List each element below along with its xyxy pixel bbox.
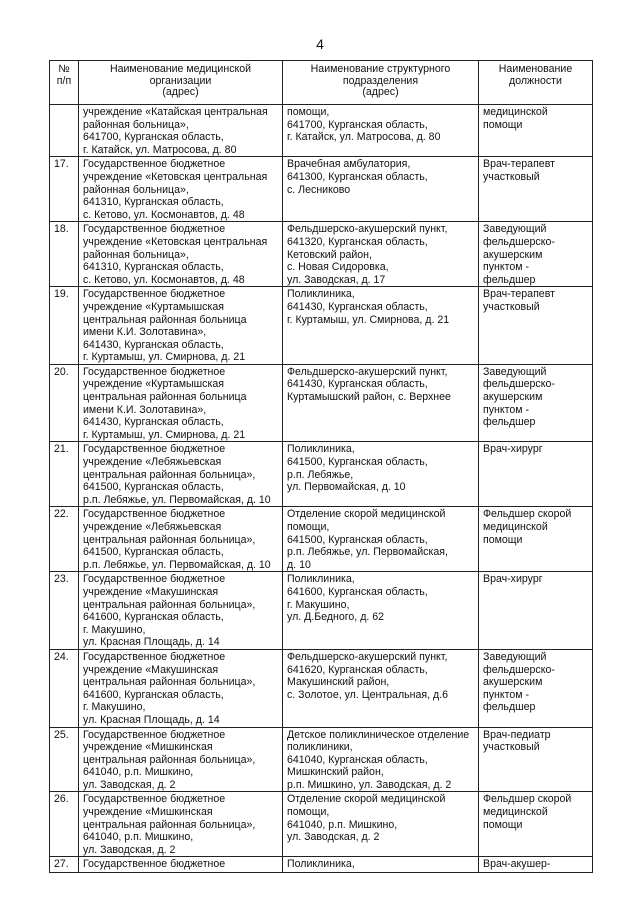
- row-position: Врач-терапевт участковый: [479, 287, 593, 365]
- row-number: 21.: [50, 442, 79, 507]
- row-organization: Государственное бюджетное учреждение «Лебяжьевская центральная районная больница», 641500, Курганская область, р.п. Лебяжье, ул. Первомайская, д. 10: [79, 442, 283, 507]
- table-row: [50, 572, 593, 650]
- row-position: Врач-акушер-: [479, 857, 593, 873]
- table-row: [50, 792, 593, 857]
- row-position: Фельдшер скорой медицинской помощи: [479, 792, 593, 857]
- row-unit: Отделение скорой медицинской помощи, 641040, р.п. Мишкино, ул. Заводская, д. 2: [283, 792, 479, 857]
- row-position: медицинской помощи: [479, 105, 593, 157]
- row-position: Заведующий фельдшерско- акушерским пунктом - фельдшер: [479, 649, 593, 727]
- header-position: Наименование должности: [479, 61, 593, 105]
- row-organization: Государственное бюджетное учреждение «Кетовская центральная районная больница», 641310, Курганская область, с. Кетово, ул. Космонавтов, д. 48: [79, 157, 283, 222]
- table-row: [50, 157, 593, 222]
- table-row: [50, 442, 593, 507]
- row-number: 19.: [50, 287, 79, 365]
- row-number: 25.: [50, 727, 79, 792]
- row-number: [50, 105, 79, 157]
- row-unit: Фельдшерско-акушерский пункт, 641430, Курганская область, Куртамышский район, с. Верхнее: [283, 364, 479, 442]
- table-row: [50, 287, 593, 365]
- row-position: Врач-терапевт участковый: [479, 157, 593, 222]
- row-organization: Государственное бюджетное учреждение «Макушинская центральная районная больница», 641600, Курганская область, г. Макушино, ул. Красная Площадь, д. 14: [79, 572, 283, 650]
- row-unit: помощи, 641700, Курганская область, г. Катайск, ул. Матросова, д. 80: [283, 105, 479, 157]
- row-organization: Государственное бюджетное учреждение «Кетовская центральная районная больница», 641310, Курганская область, с. Кетово, ул. Космонавтов, д. 48: [79, 222, 283, 287]
- row-unit: Врачебная амбулатория, 641300, Курганская область, с. Лесниково: [283, 157, 479, 222]
- row-unit: Поликлиника, 641430, Курганская область, г. Куртамыш, ул. Смирнова, д. 21: [283, 287, 479, 365]
- row-number: 22.: [50, 507, 79, 572]
- row-organization: Государственное бюджетное учреждение «Куртамышская центральная районная больница имени К.И. Золотавина», 641430, Курганская область, г. Куртамыш, ул. Смирнова, д. 21: [79, 364, 283, 442]
- row-unit: Отделение скорой медицинской помощи, 641500, Курганская область, р.п. Лебяжье, ул. Первомайская, д. 10: [283, 507, 479, 572]
- row-position: Врач-хирург: [479, 442, 593, 507]
- row-position: Фельдшер скорой медицинской помощи: [479, 507, 593, 572]
- table-row: [50, 857, 593, 873]
- row-organization: Государственное бюджетное: [79, 857, 283, 873]
- row-number: 23.: [50, 572, 79, 650]
- row-position: Врач-педиатр участковый: [479, 727, 593, 792]
- header-unit: Наименование структурного подразделения (адрес): [283, 61, 479, 105]
- row-organization: Государственное бюджетное учреждение «Мишкинская центральная районная больница», 641040, р.п. Мишкино, ул. Заводская, д. 2: [79, 792, 283, 857]
- row-number: 20.: [50, 364, 79, 442]
- row-unit: Детское поликлиническое отделение поликлиники, 641040, Курганская область, Мишкинский район, р.п. Мишкино, ул. Заводская, д. 2: [283, 727, 479, 792]
- row-unit: Поликлиника, 641600, Курганская область, г. Макушино, ул. Д.Бедного, д. 62: [283, 572, 479, 650]
- row-number: 26.: [50, 792, 79, 857]
- table-row: [50, 649, 593, 727]
- positions-table: [49, 60, 593, 873]
- row-unit: Поликлиника,: [283, 857, 479, 873]
- table-row: [50, 364, 593, 442]
- row-number: 27.: [50, 857, 79, 873]
- table-row: [50, 507, 593, 572]
- table-row: [50, 727, 593, 792]
- table-header: [50, 61, 593, 105]
- row-organization: Государственное бюджетное учреждение «Куртамышская центральная районная больница имени К.И. Золотавина», 641430, Курганская область, г. Куртамыш, ул. Смирнова, д. 21: [79, 287, 283, 365]
- row-unit: Поликлиника, 641500, Курганская область, р.п. Лебяжье, ул. Первомайская, д. 10: [283, 442, 479, 507]
- row-number: 17.: [50, 157, 79, 222]
- row-organization: Государственное бюджетное учреждение «Лебяжьевская центральная районная больница», 641500, Курганская область, р.п. Лебяжье, ул. Первомайская, д. 10: [79, 507, 283, 572]
- row-position: Врач-хирург: [479, 572, 593, 650]
- header-organization: Наименование медицинской организации (адрес): [79, 61, 283, 105]
- page-number: 4: [316, 36, 324, 52]
- row-position: Заведующий фельдшерско- акушерским пунктом - фельдшер: [479, 222, 593, 287]
- table-row: [50, 105, 593, 157]
- header-number: № п/п: [50, 61, 79, 105]
- row-organization: учреждение «Катайская центральная районная больница», 641700, Курганская область, г. Катайск, ул. Матросова, д. 80: [79, 105, 283, 157]
- table-row: [50, 222, 593, 287]
- row-number: 18.: [50, 222, 79, 287]
- row-position: Заведующий фельдшерско- акушерским пунктом - фельдшер: [479, 364, 593, 442]
- row-unit: Фельдшерско-акушерский пункт, 641620, Курганская область, Макушинский район, с. Золотое, ул. Центральная, д.6: [283, 649, 479, 727]
- row-number: 24.: [50, 649, 79, 727]
- row-unit: Фельдшерско-акушерский пункт, 641320, Курганская область, Кетовский район, с. Новая Сидоровка, ул. Заводская, д. 17: [283, 222, 479, 287]
- row-organization: Государственное бюджетное учреждение «Макушинская центральная районная больница», 641600, Курганская область, г. Макушино, ул. Красная Площадь, д. 14: [79, 649, 283, 727]
- row-organization: Государственное бюджетное учреждение «Мишкинская центральная районная больница», 641040, р.п. Мишкино, ул. Заводская, д. 2: [79, 727, 283, 792]
